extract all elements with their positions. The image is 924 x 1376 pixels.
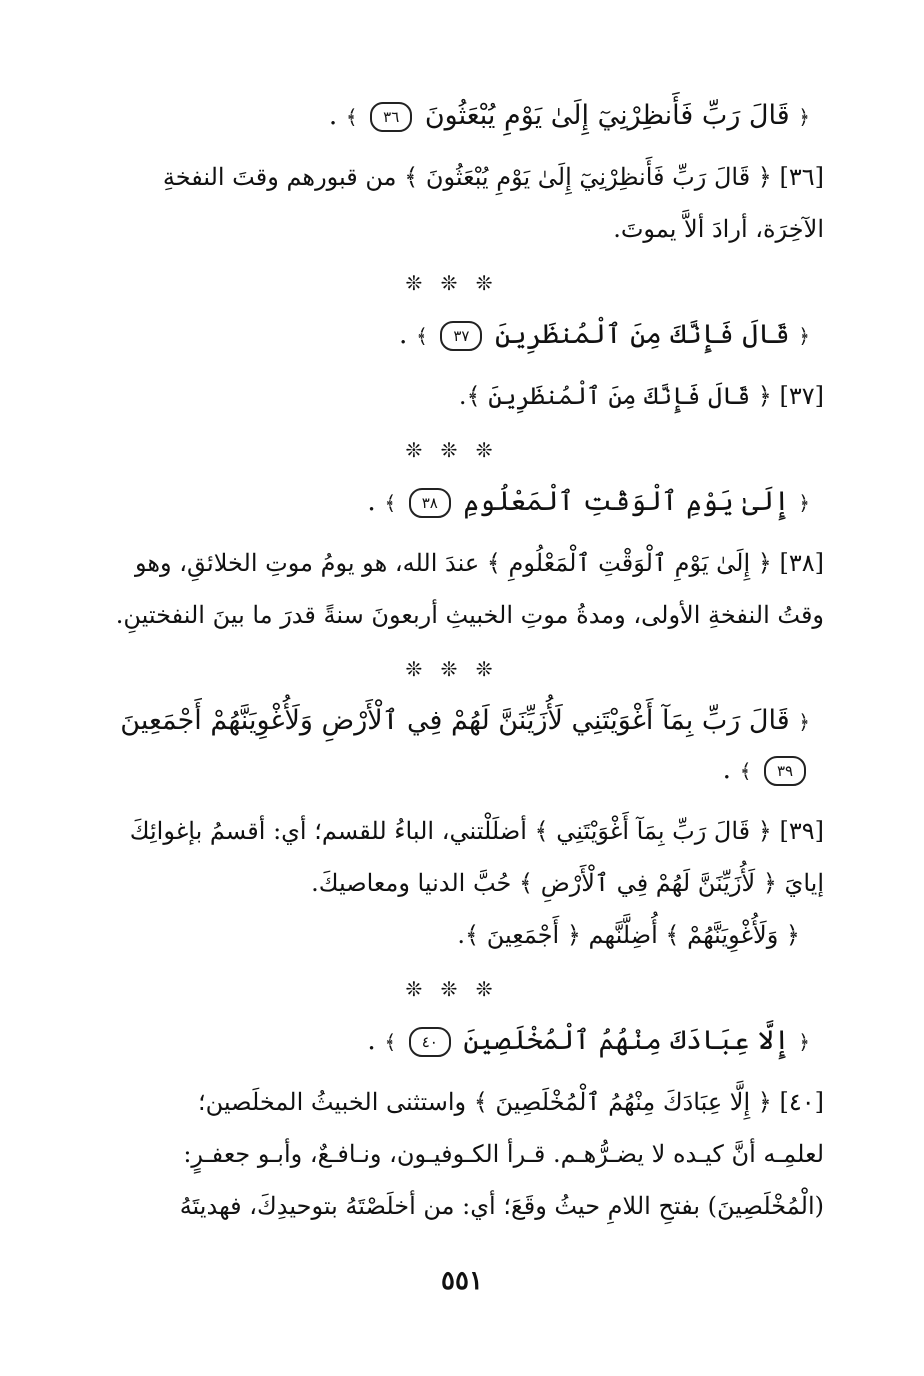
section-separator: ❊ ❊ ❊ [405,657,499,681]
commentary-line: [٣٦] ﴿ قَالَ رَبِّ فَأَنظِرْنِيٓ إِلَىٰ يَوْمِ يُبْعَثُونَ ﴾ من قبورهم وقتَ النفخةِ [162,163,824,191]
verse-text: قَالَ رَبِّ فَأَنظِرْنِيٓ إِلَىٰ يَوْمِ يُبْعَثُونَ [424,100,790,131]
verse-number-marker: ٣٧ [440,321,482,351]
page-body [80,88,824,1232]
commentary-line: الآخِرَة، أرادَ ألاَّ يموتَ. [613,215,824,243]
open-bracket: ﴿ [798,491,810,515]
commentary-line: لعلمِـه أنَّ كيـده لا يضـرُّهـم. قـرأ الكـوفيـون، ونـافـعٌ، وأبـو جعفـرٍ: [183,1140,824,1168]
commentary-line: [٣٨] ﴿ إِلَىٰ يَوْمِ ٱلْوَقْتِ ٱلْمَعْلُومِ ﴾ عندَ الله، هو يومُ موتِ الخلائقِ، وهو [134,549,824,577]
commentary-39 [80,805,824,961]
commentary-line: [٤٠] ﴿ إِلَّا عِبَادَكَ مِنْهُمُ ٱلْمُخْلَصِينَ ﴾ واستثنى الخبيثُ المخلَصين؛ [197,1088,824,1116]
verse-37: ﴿ قَالَ فَإِنَّكَ مِنَ ٱلْمُنظَرِينَ ٣٧ ﴾ . [398,319,810,350]
verse-text: قَالَ فَإِنَّكَ مِنَ ٱلْمُنظَرِينَ [494,319,790,350]
verse-text: إِلَىٰ يَوْمِ ٱلْوَقْتِ ٱلْمَعْلُومِ [463,486,790,517]
close-bracket: ﴾ [416,324,428,348]
section-separator: ❊ ❊ ❊ [405,271,499,295]
verse-text: قَالَ رَبِّ بِمَآ أَغْوَيْتَنِي لَأُزَيِّنَنَّ لَهُمْ فِي ٱلْأَرْضِ وَلَأُغْوِيَنَّهُمْ أَجْمَعِينَ [120,705,790,736]
verse-number-marker: ٣٩ [764,756,806,786]
verse-text: إِلَّا عِبَادَكَ مِنْهُمُ ٱلْمُخْلَصِينَ [463,1025,790,1056]
section-separator: ❊ ❊ ❊ [405,977,499,1001]
commentary-line: إيايَ ﴿ لَأُزَيِّنَنَّ لَهُمْ فِي ٱلْأَرْضِ ﴾ حُبَّ الدنيا ومعاصيكَ. [311,869,824,897]
commentary-line: ﴿ وَلَأُغْوِيَنَّهُمْ ﴾ أُضِلَّنَّهم ﴿ أَجْمَعِينَ ﴾. [457,921,800,949]
verse-number-marker: ٤٠ [409,1027,451,1057]
commentary-37 [80,370,824,422]
verse-38: ﴿ إِلَىٰ يَوْمِ ٱلْوَقْتِ ٱلْمَعْلُومِ ٣٨ ﴾ . [367,486,810,517]
commentary-line: (الْمُخْلَصِينَ) بفتحِ اللامِ حيثُ وقَعَ؛ أي: من أخلَصْتَهُ بتوحيدِكَ، فهديتَهُ [179,1192,824,1220]
open-bracket: ﴿ [798,1030,810,1054]
open-bracket: ﴿ [798,710,810,734]
commentary-line: [٣٩] ﴿ قَالَ رَبِّ بِمَآ أَغْوَيْتَنِي ﴾ أضلَلْتني، الباءُ للقسم؛ أي: أقسمُ بإغوائِكَ [129,817,824,845]
verse-number-marker: ٣٨ [409,488,451,518]
commentary-40 [80,1076,824,1232]
close-bracket: ﴾ [739,759,752,783]
commentary-line: [٣٧] ﴿ قَالَ فَإِنَّكَ مِنَ ٱلْمُنظَرِينَ ﴾. [458,382,824,410]
commentary-line: وقتُ النفخةِ الأولى، ومدةُ موتِ الخبيثِ أربعونَ سنةً قدرَ ما بينَ النفختينِ. [115,601,824,629]
open-bracket: ﴿ [798,105,810,129]
commentary-38 [80,537,824,641]
verse-36: ﴿ قَالَ رَبِّ فَأَنظِرْنِيٓ إِلَىٰ يَوْمِ يُبْعَثُونَ ٣٦ ﴾ . [328,100,810,131]
verse-40: ﴿ إِلَّا عِبَادَكَ مِنْهُمُ ٱلْمُخْلَصِينَ ٤٠ ﴾ . [367,1025,810,1056]
close-bracket: ﴾ [345,105,358,129]
close-bracket: ﴾ [384,1030,397,1054]
section-separator: ❊ ❊ ❊ [405,438,499,462]
commentary-36 [80,151,824,255]
close-bracket: ﴾ [384,491,397,515]
page-number: ٥٥١ [441,1266,483,1296]
open-bracket: ﴿ [798,324,810,348]
verse-39: ﴿ قَالَ رَبِّ بِمَآ أَغْوَيْتَنِي لَأُزَيِّنَنَّ لَهُمْ فِي ٱلْأَرْضِ وَلَأُغْوِيَنَّهُمْ أَجْمَعِينَ ٣٩ ﴾ . [120,705,810,785]
verse-number-marker: ٣٦ [370,102,412,132]
